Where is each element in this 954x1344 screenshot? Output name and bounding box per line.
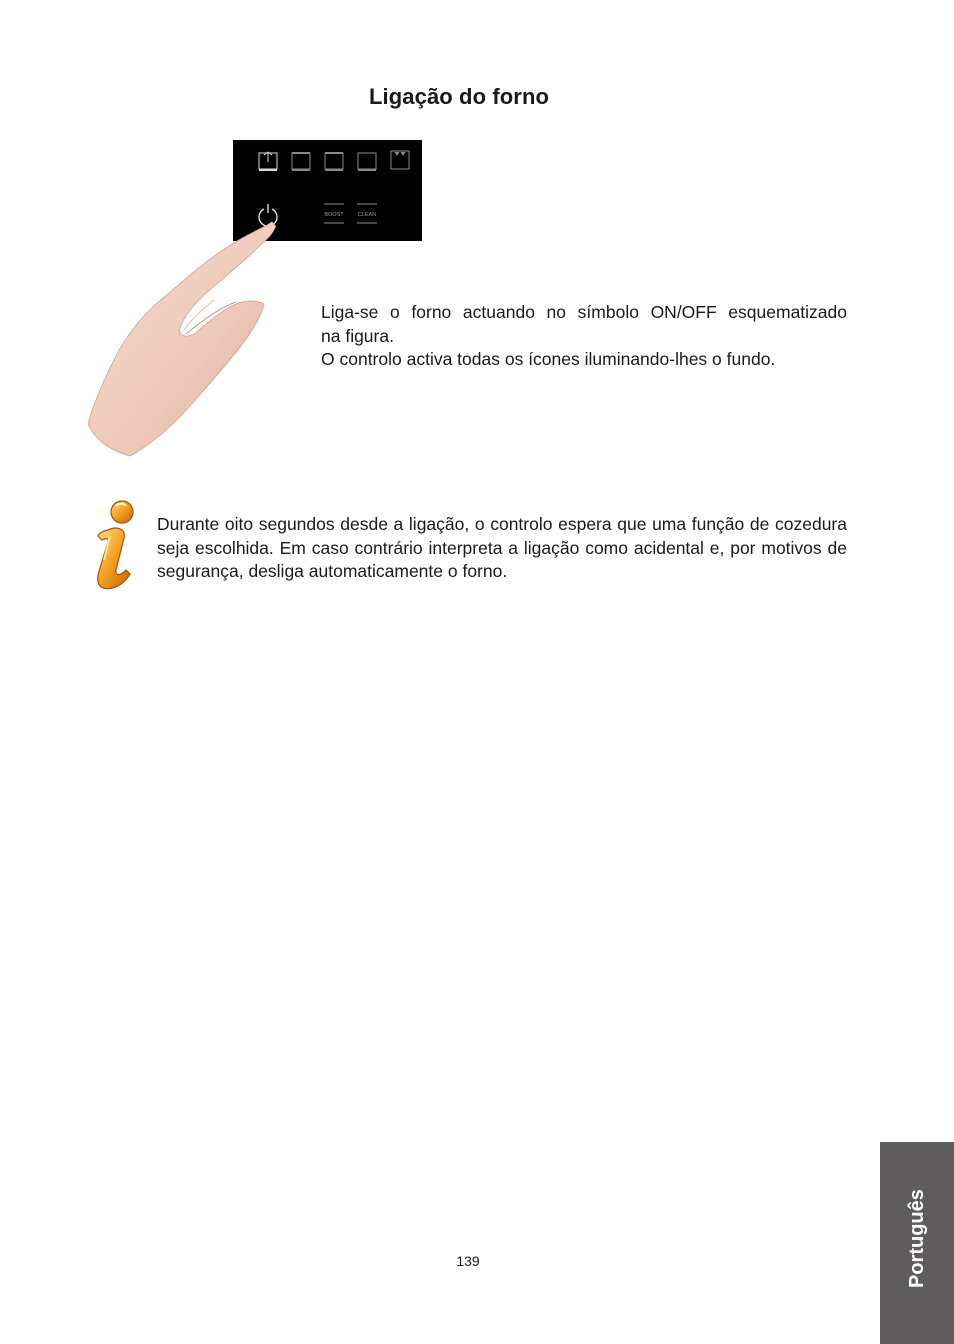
page-number: 139 [456, 1253, 480, 1269]
intro-line-2: na figura. [321, 325, 394, 346]
control-panel-figure [86, 138, 426, 458]
language-tab: Português [880, 1142, 954, 1344]
hand-illustration [88, 222, 276, 456]
oven-control-panel [233, 140, 422, 241]
intro-line-1: Liga-se o forno actuando no símbolo ON/OFF esquematizado [321, 302, 847, 322]
info-icon [86, 498, 142, 594]
boost-label: BOOST [324, 212, 344, 218]
intro-paragraph [321, 301, 847, 372]
intro-line-3: O controlo activa todas os ícones iluminando-lhes o fundo. [321, 349, 776, 369]
page-title: Ligação do forno [369, 84, 550, 109]
clean-label: CLEAN [357, 212, 377, 218]
note-paragraph: Durante oito segundos desde a ligação, o controlo espera que uma função de cozedura seja escolhida. Em caso contrário interpreta a ligação como acidental e, por motivos de segurança, desliga automaticamente o forno. [157, 514, 847, 581]
